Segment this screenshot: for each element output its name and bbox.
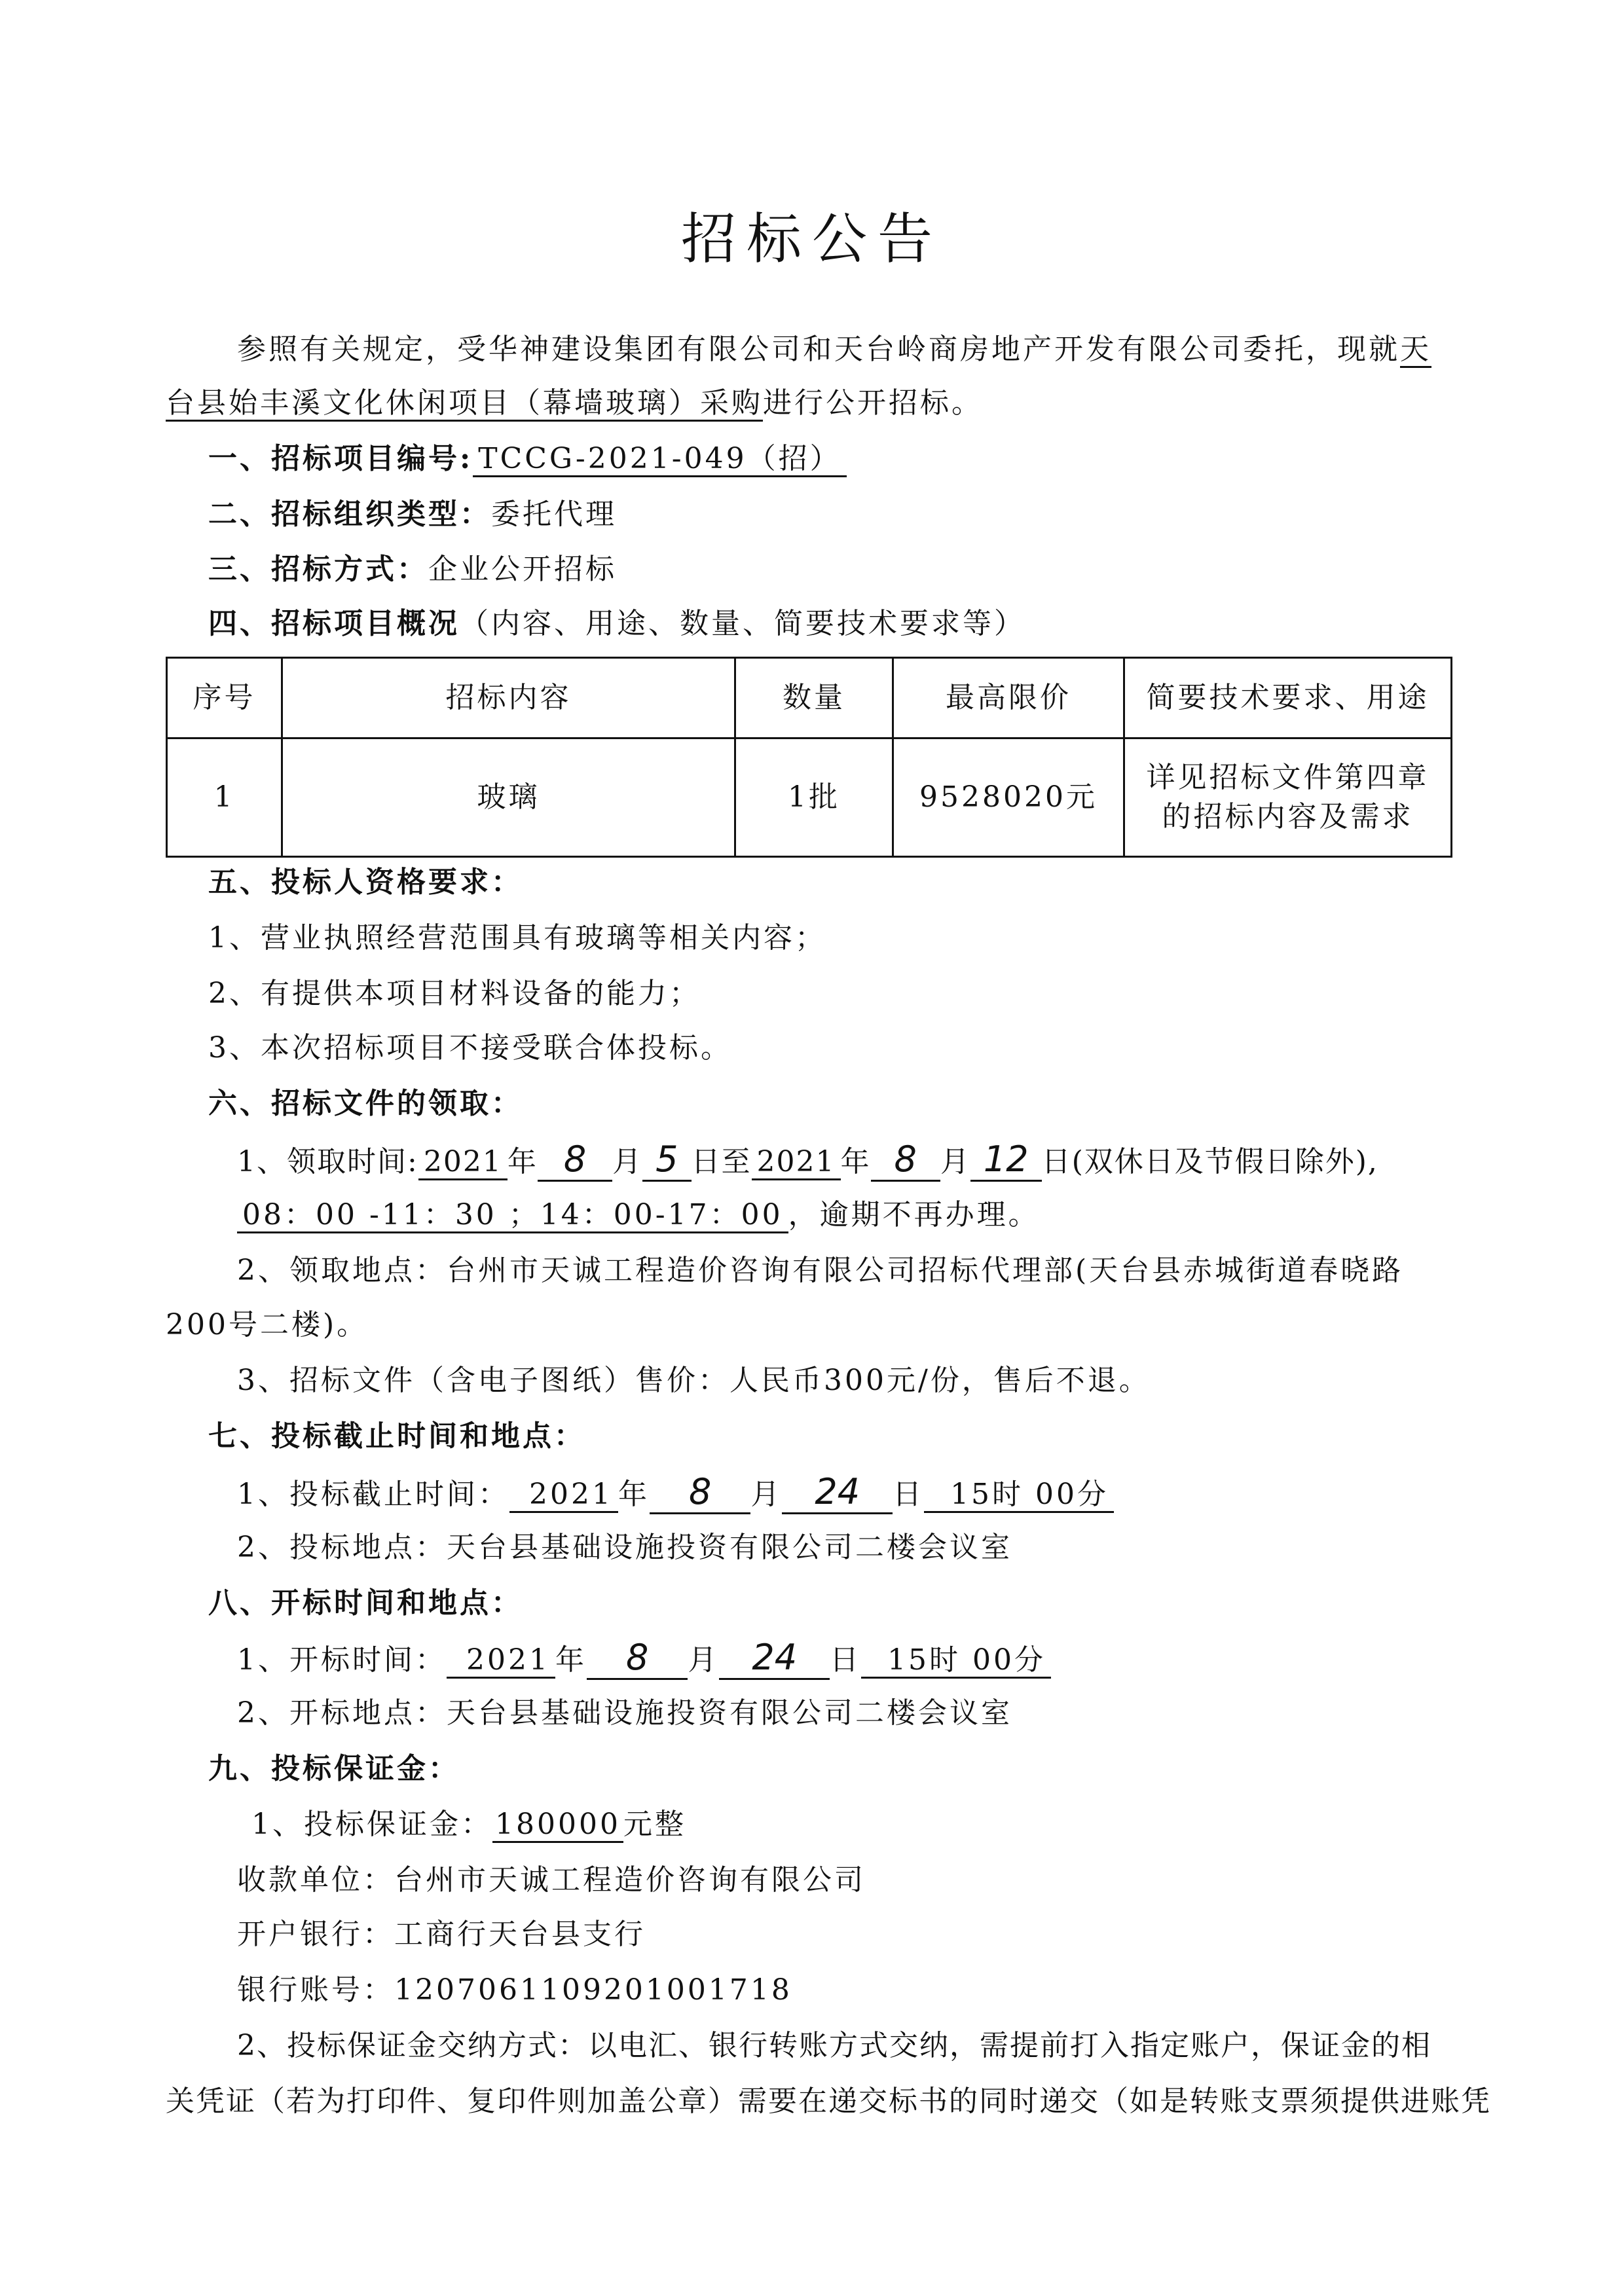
end-year: 2021: [752, 1145, 841, 1180]
project-code: TCCG-2021-049（招）: [473, 442, 846, 477]
bank: 开户银行：工商行天台县支行: [237, 1918, 646, 1951]
year-char: 年: [507, 1145, 538, 1178]
opening-label: 1、开标时间：: [237, 1643, 447, 1677]
opening-month: 8: [587, 1637, 688, 1680]
collection-place-line-1: 2、领取地点：台州市天诚工程造价咨询有限公司招标代理部(天台县赤城街道春晓路: [237, 1254, 1404, 1287]
collection-time-label: 1、领取时间:: [237, 1145, 418, 1178]
opening-day-char: 日: [830, 1643, 862, 1677]
month-char: 月: [612, 1145, 643, 1178]
header-no: 序号: [167, 658, 282, 738]
organization-type: 委托代理: [491, 498, 617, 531]
section-6-label: 六、招标文件的领取：: [208, 1087, 523, 1120]
deposit-unit: 元整: [623, 1808, 686, 1841]
project-name: 台县始丰溪文化休闲项目（幕墙玻璃）采购: [166, 386, 763, 422]
bid-items-table: [166, 657, 1452, 858]
page-title: 招标公告: [680, 207, 943, 271]
opening-day: 24: [719, 1637, 830, 1680]
opening-time-value: 15时 00分: [861, 1643, 1051, 1679]
opening-place: 2、开标地点：天台县基础设施投资有限公司二楼会议室: [237, 1696, 1012, 1730]
year-char-2: 年: [840, 1145, 871, 1178]
payee: 收款单位：台州市天诚工程造价咨询有限公司: [237, 1863, 866, 1897]
project-name-start: 天: [1400, 333, 1431, 368]
section-4-label: 四、招标项目概况: [208, 607, 460, 640]
table-header-row: [167, 658, 1452, 738]
bank-account: 银行账号：1207061109201001718: [237, 1973, 792, 2007]
cell-max-price: 9528020元: [893, 738, 1124, 857]
deadline-day-char: 日: [893, 1478, 925, 1511]
opening-year-char: 年: [555, 1643, 587, 1677]
deposit-value: 180000: [492, 1808, 623, 1843]
late-note: ，逾期不再办理。: [788, 1198, 1040, 1231]
deadline-day: 24: [782, 1471, 893, 1514]
month-char-2: 月: [940, 1145, 970, 1178]
deadline-year: 2021: [509, 1478, 618, 1513]
qualification-item-3: 3、本次招标项目不接受联合体投标。: [208, 1031, 732, 1065]
cell-no: 1: [167, 738, 282, 857]
cell-requirements: [1124, 738, 1452, 857]
deadline-time: 15时 00分: [924, 1478, 1114, 1513]
collection-time: [237, 1140, 1378, 1182]
intro-text-end: 进行公开招标。: [763, 386, 983, 420]
bid-place: 2、投标地点：天台县基础设施投资有限公司二楼会议室: [237, 1531, 1012, 1564]
header-requirements: 简要技术要求、用途: [1124, 658, 1452, 738]
deadline-month: 8: [650, 1471, 750, 1514]
qualification-item-1: 1、营业执照经营范围具有玻璃等相关内容；: [208, 921, 826, 955]
section-9-label: 九、投标保证金：: [208, 1752, 460, 1785]
intro-line-1: [237, 330, 1431, 369]
payment-method-line-1: 2、投标保证金交纳方式：以电汇、银行转账方式交纳，需提前打入指定账户，保证金的相: [237, 2029, 1431, 2062]
opening-month-char: 月: [688, 1643, 720, 1677]
section-3-label: 三、招标方式：: [208, 553, 428, 586]
end-month: 8: [871, 1139, 940, 1182]
header-max-price: 最高限价: [893, 658, 1124, 738]
bid-deadline: [237, 1472, 1114, 1514]
deadline-month-char: 月: [750, 1478, 783, 1511]
qualification-item-2: 2、有提供本项目材料设备的能力；: [208, 977, 701, 1010]
intro-text: 参照有关规定，受华神建设集团有限公司和天台岭商房地产开发有限公司委托，现就: [237, 333, 1400, 366]
payment-method-line-2: 关凭证（若为打印件、复印件则加盖公章）需要在递交标书的同时递交（如是转账支票须提供进账凭: [166, 2085, 1491, 2118]
collection-place-line-2: 200号二楼)。: [166, 1308, 369, 1341]
section-1-label: 一、招标项目编号:: [208, 442, 473, 475]
requirements-line-2: 的招标内容及需求: [1162, 800, 1414, 833]
section-5-label: 五、投标人资格要求：: [208, 866, 523, 899]
deadline-year-char: 年: [618, 1478, 650, 1511]
requirements-line-1: 详见招标文件第四章: [1146, 761, 1430, 794]
cell-content: 玻璃: [282, 738, 735, 857]
collection-hours: [237, 1195, 1040, 1235]
bid-method: 企业公开招标: [428, 553, 617, 586]
deposit-label: 1、投标保证金：: [251, 1808, 492, 1841]
header-quantity: 数量: [735, 658, 893, 738]
opening-time: [237, 1638, 1051, 1680]
deposit-amount: [251, 1805, 686, 1844]
deadline-label: 1、投标截止时间：: [237, 1478, 509, 1511]
day-to: 日至: [691, 1145, 752, 1178]
section-1: [208, 439, 847, 479]
section-8-label: 八、开标时间和地点：: [208, 1586, 523, 1620]
cell-quantity: 1批: [735, 738, 893, 857]
section-3: [208, 550, 617, 589]
section-2: [208, 495, 617, 534]
section-4: [208, 604, 1025, 644]
intro-line-2: [166, 384, 983, 423]
header-content: 招标内容: [282, 658, 735, 738]
holiday-note: 日(双休日及节假日除外),: [1041, 1145, 1378, 1178]
start-month: 8: [538, 1139, 612, 1182]
end-day: 12: [970, 1139, 1042, 1182]
opening-year: 2021: [447, 1643, 555, 1679]
document-price: 3、招标文件（含电子图纸）售价：人民币300元/份，售后不退。: [237, 1364, 1151, 1397]
table-row: [167, 738, 1452, 857]
section-2-label: 二、招标组织类型：: [208, 498, 491, 531]
section-4-note: （内容、用途、数量、简要技术要求等）: [460, 607, 1025, 640]
start-year: 2021: [418, 1145, 507, 1180]
section-7-label: 七、投标截止时间和地点：: [208, 1419, 585, 1453]
start-day: 5: [642, 1139, 691, 1182]
office-hours: 08：00 -11：30 ；14：00-17：00: [237, 1198, 788, 1233]
